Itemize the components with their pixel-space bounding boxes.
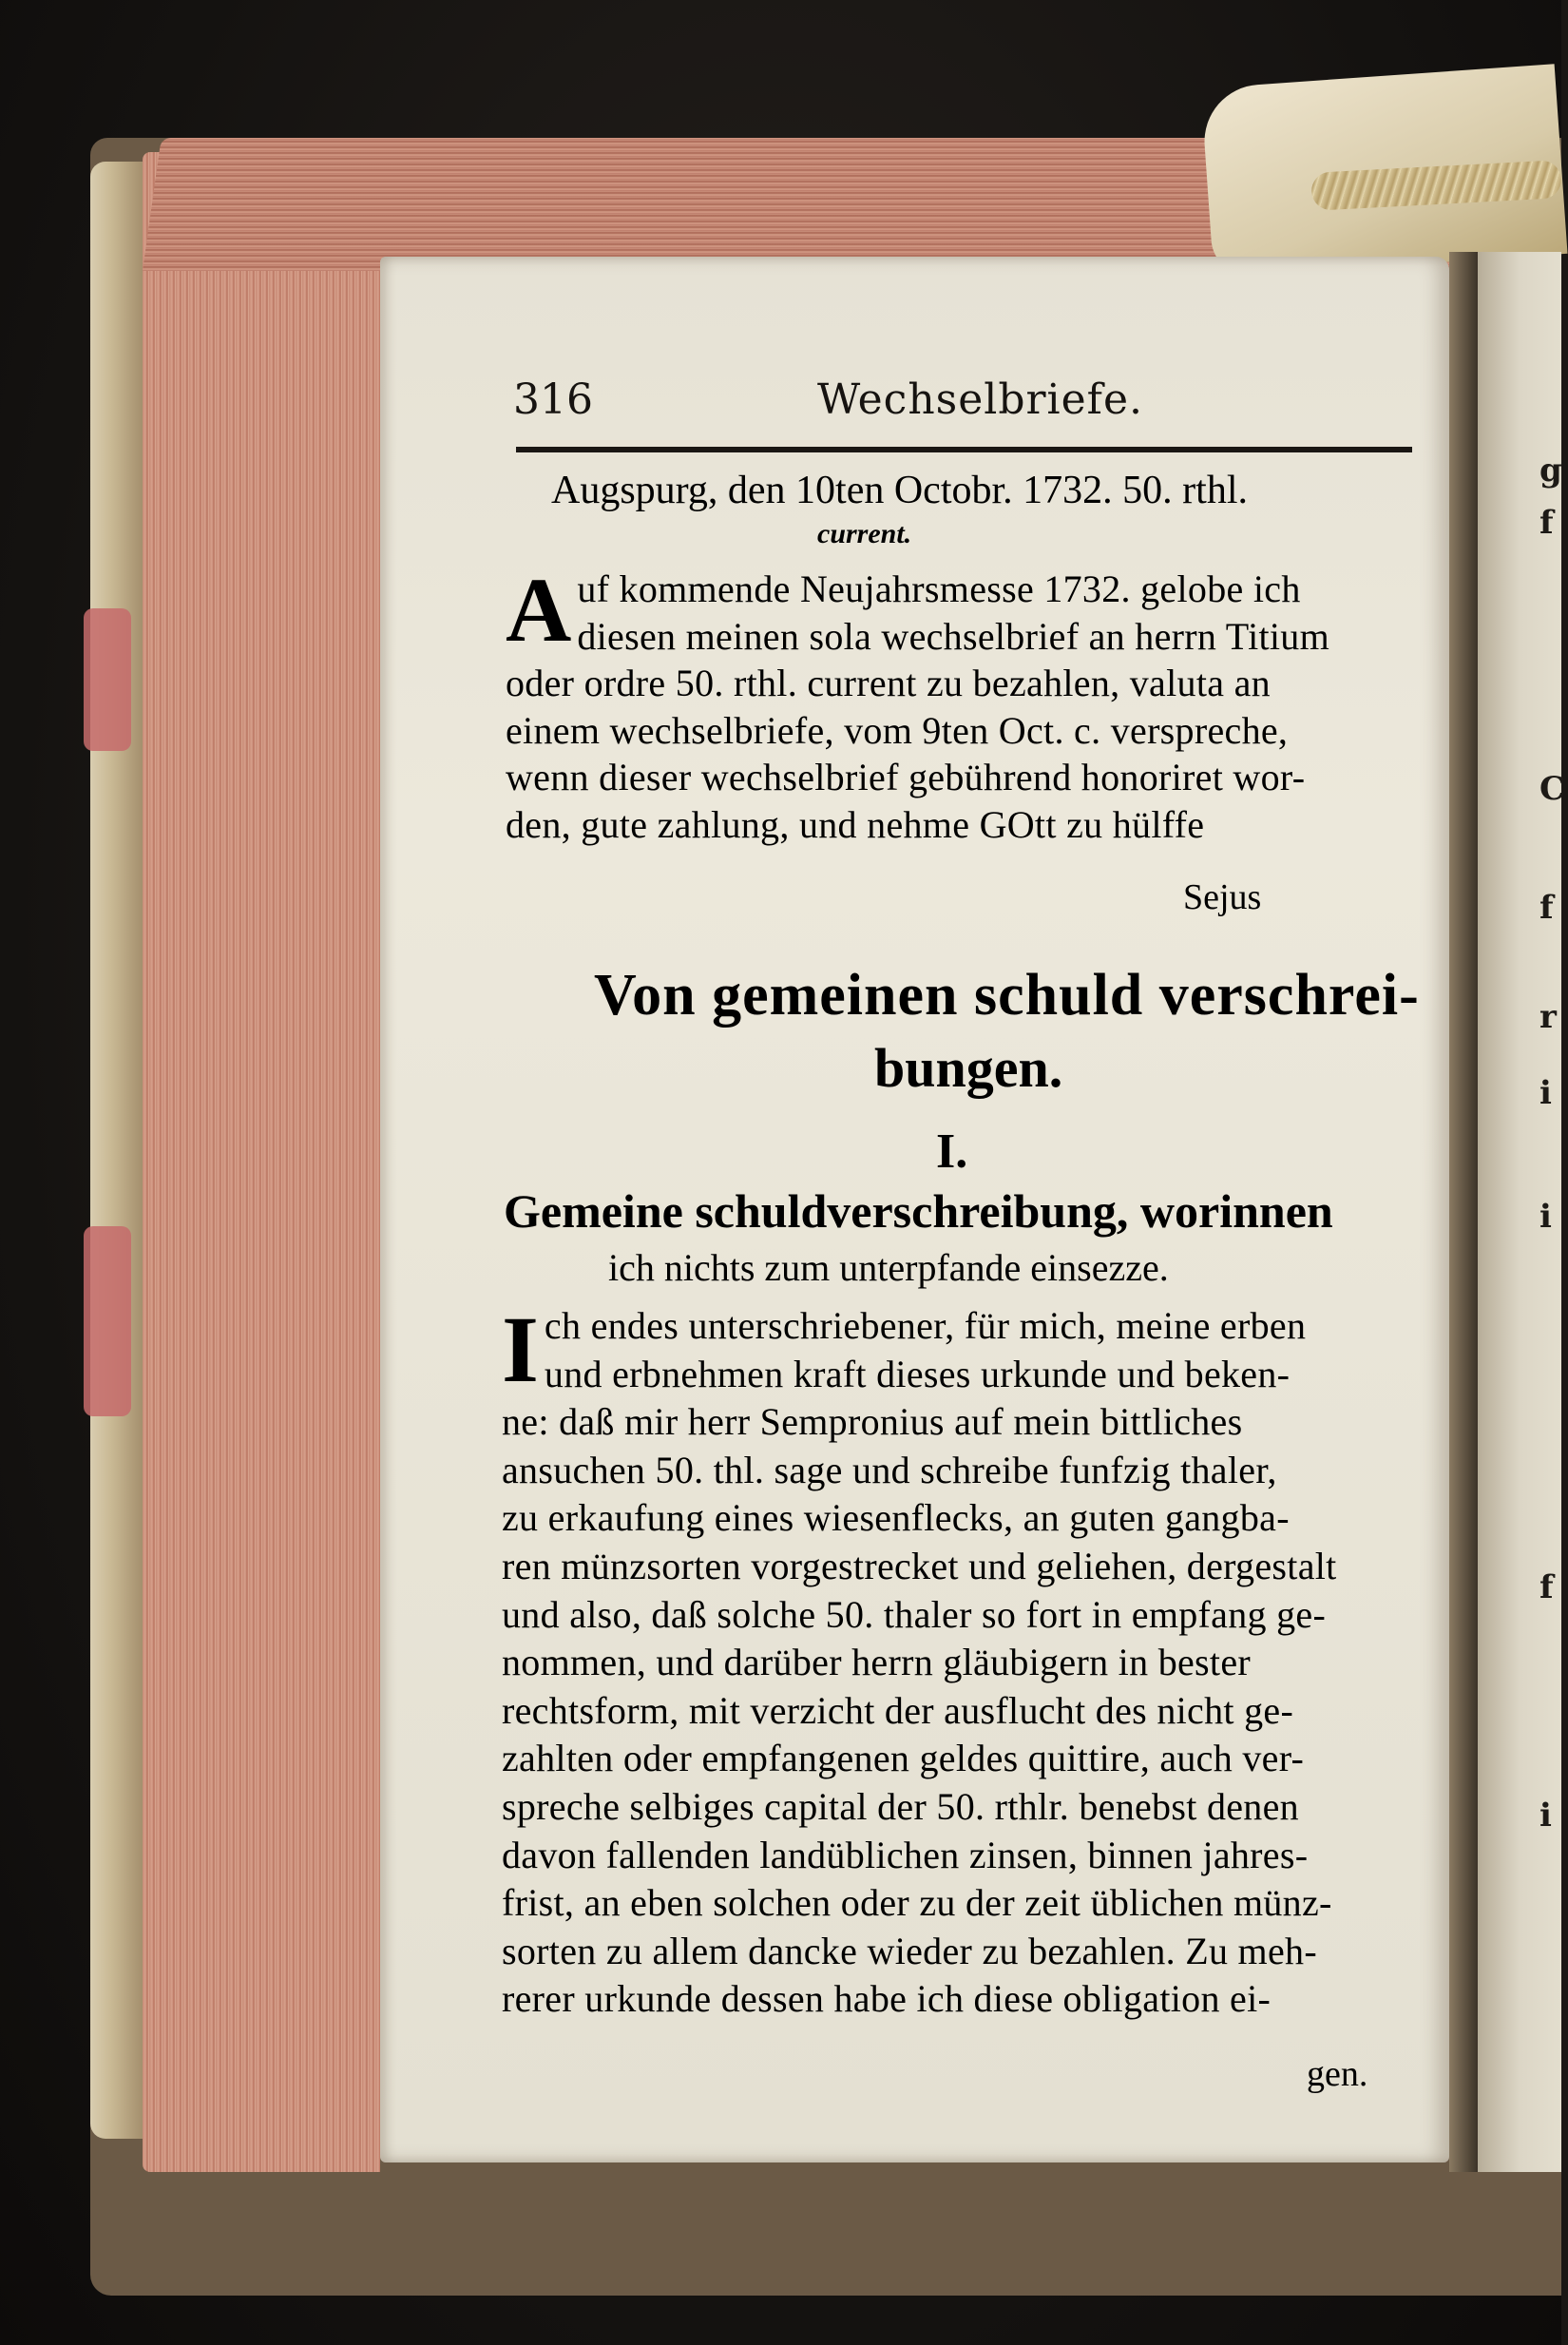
facing-page-glyph: f bbox=[1539, 504, 1554, 542]
catchword: gen. bbox=[1307, 2054, 1368, 2094]
facing-page-glyph: i bbox=[1539, 1074, 1552, 1112]
drop-initial: A bbox=[506, 559, 572, 661]
facing-page-glyph: g bbox=[1539, 452, 1562, 490]
text-line: und erbnehmen kraft dieses urkunde und beken- bbox=[544, 1352, 1291, 1395]
header-rule bbox=[516, 447, 1412, 452]
obligation-body bbox=[502, 1297, 1416, 2024]
spine-red-mark bbox=[84, 608, 131, 751]
text-line: ansuchen 50. thl. sage und schreibe funfzig thaler, bbox=[502, 1448, 1277, 1491]
spine-red-mark bbox=[84, 1226, 131, 1416]
text-line: einem wechselbriefe, vom 9ten Oct. c. verspreche, bbox=[506, 708, 1289, 752]
facing-page-glyph: i bbox=[1539, 1797, 1552, 1835]
letter-signature: Sejus bbox=[1183, 877, 1262, 917]
text-line: ne: daß mir herr Sempronius auf mein bittliches bbox=[502, 1400, 1243, 1444]
text-line: frist, an eben solchen oder zu der zeit üblichen münz- bbox=[502, 1881, 1332, 1925]
obligation-title: Gemeine schuldverschreibung, worinnen bbox=[504, 1184, 1333, 1238]
text-line: spreche selbiges capital der 50. rthlr. benebst denen bbox=[502, 1784, 1299, 1828]
obligation-title-continued: ich nichts zum unterpfande einsezze. bbox=[608, 1246, 1169, 1289]
text-line: ren münzsorten vorgestrecket und geliehen, dergestalt bbox=[502, 1544, 1337, 1587]
text-line: diesen meinen sola wechselbrief an herrn Titium bbox=[577, 614, 1330, 658]
text-line: ch endes unterschriebener, für mich, meine erben bbox=[544, 1304, 1307, 1347]
text-line: zahlten oder empfangenen geldes quittire, auch ver- bbox=[502, 1737, 1305, 1780]
facing-page-glyph: f bbox=[1539, 1568, 1554, 1606]
text-line: rerer urkunde dessen habe ich diese obligation ei- bbox=[502, 1977, 1272, 2021]
section-title: Von gemeinen schuld verschrei- bbox=[594, 963, 1420, 1028]
running-head: Wechselbriefe. bbox=[817, 375, 1143, 424]
facing-page-glyph: i bbox=[1539, 1198, 1552, 1236]
drop-initial: I bbox=[502, 1297, 539, 1402]
page-gutter bbox=[1449, 252, 1478, 2172]
section-numeral: I. bbox=[936, 1124, 968, 1179]
text-line: davon fallenden landüblichen zinsen, binnen jahres- bbox=[502, 1833, 1309, 1876]
page-header bbox=[504, 375, 1421, 432]
text-line: und also, daß solche 50. thaler so fort in empfang ge- bbox=[502, 1592, 1327, 1636]
facing-page-glyph: f bbox=[1539, 889, 1554, 927]
facing-page-glyph: r bbox=[1539, 998, 1557, 1036]
letter-currency: current. bbox=[817, 518, 912, 549]
section-title-continued: bungen. bbox=[874, 1037, 1063, 1099]
text-line: wenn dieser wechselbrief gebührend honoriret wor- bbox=[506, 756, 1306, 798]
text-line: nommen, und darüber herrn gläubigern in bester bbox=[502, 1641, 1251, 1684]
text-line: den, gute zahlung, und nehme GOtt zu hülffe bbox=[506, 802, 1205, 846]
text-line: oder ordre 50. rthl. current zu bezahlen, valuta an bbox=[506, 662, 1271, 704]
letter-body bbox=[506, 559, 1418, 848]
page-number: 316 bbox=[513, 375, 593, 424]
text-line: zu erkaufung eines wiesenflecks, an guten gangba- bbox=[502, 1496, 1290, 1540]
text-line: rechtsform, mit verzicht der ausflucht des nicht ge- bbox=[502, 1688, 1294, 1732]
text-line: uf kommende Neujahrsmesse 1732. gelobe ich bbox=[577, 567, 1301, 610]
facing-page-glyph: C bbox=[1539, 770, 1566, 808]
page-edges-left bbox=[143, 152, 380, 2172]
book-spine bbox=[90, 162, 143, 2139]
text-line: sorten zu allem dancke wieder zu bezahlen. Zu meh- bbox=[502, 1929, 1317, 1972]
letter-dateline: Augspurg, den 10ten Octobr. 1732. 50. rthl. bbox=[551, 469, 1248, 512]
